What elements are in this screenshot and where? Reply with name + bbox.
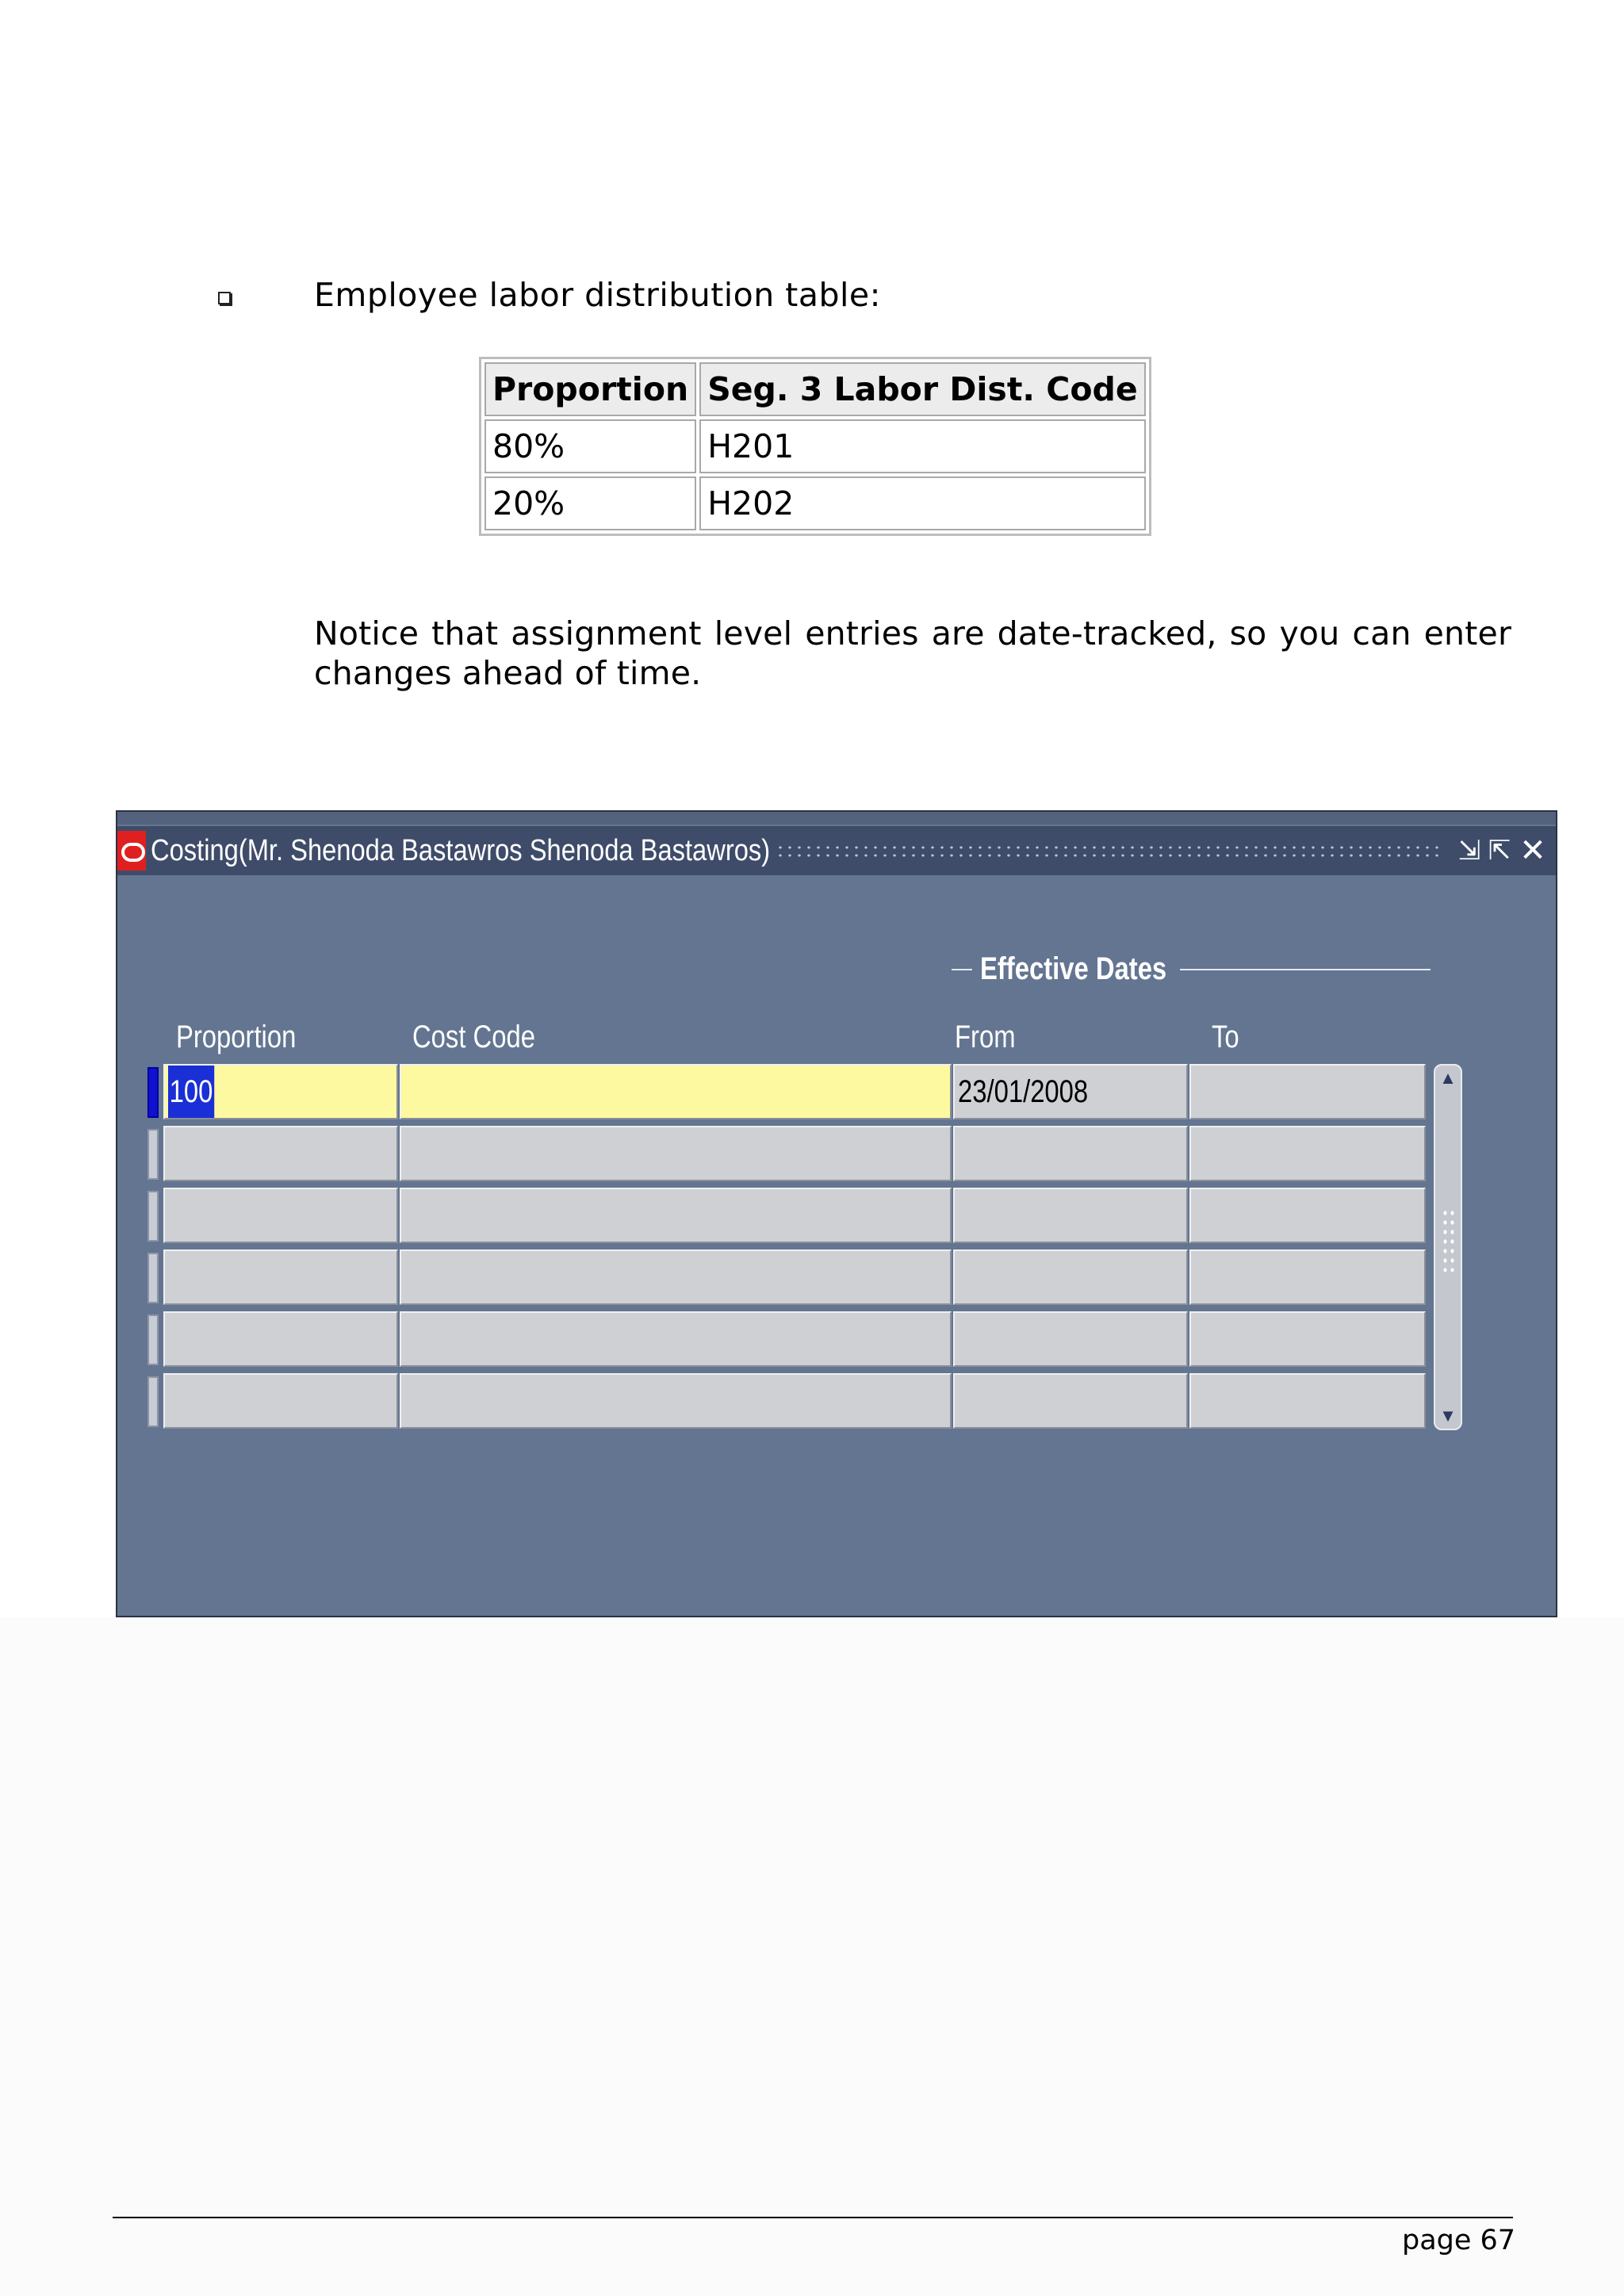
proportion-field[interactable] <box>163 1373 398 1429</box>
table-cell-proportion: 80% <box>485 419 696 473</box>
record-indicator[interactable] <box>147 1314 159 1365</box>
record-indicator[interactable] <box>147 1253 159 1303</box>
from-date-field[interactable] <box>953 1311 1188 1367</box>
from-date-field[interactable] <box>953 1373 1188 1429</box>
table-row <box>147 1126 1496 1183</box>
table-header-labor-code: Seg. 3 Labor Dist. Code <box>699 362 1146 416</box>
column-header-from: From <box>955 1020 1016 1054</box>
from-date-field[interactable] <box>953 1064 1188 1119</box>
from-date-field[interactable] <box>953 1249 1188 1305</box>
column-header-to: To <box>1212 1020 1239 1054</box>
record-indicator[interactable] <box>147 1191 159 1242</box>
cost-code-field[interactable] <box>400 1188 952 1243</box>
cost-code-field[interactable] <box>400 1311 952 1367</box>
table-row <box>147 1249 1496 1307</box>
table-row <box>485 419 1146 473</box>
scroll-up-icon[interactable]: ▲ <box>1439 1068 1457 1088</box>
record-indicator[interactable] <box>147 1129 159 1180</box>
from-date-field[interactable] <box>953 1188 1188 1243</box>
from-date-field[interactable] <box>953 1126 1188 1181</box>
cost-code-field[interactable] <box>400 1373 952 1429</box>
table-cell-labor-code: H202 <box>699 476 1146 530</box>
page-background <box>0 1617 1624 2296</box>
close-icon[interactable]: ✕ <box>1519 833 1546 868</box>
cost-code-field[interactable] <box>400 1249 952 1305</box>
window-titlebar[interactable] <box>117 826 1556 875</box>
column-header-proportion: Proportion <box>176 1020 297 1054</box>
group-divider-left <box>952 969 972 970</box>
scroll-down-icon[interactable]: ▼ <box>1439 1406 1457 1425</box>
proportion-field[interactable] <box>163 1188 398 1243</box>
proportion-field[interactable] <box>163 1311 398 1367</box>
to-date-field[interactable] <box>1189 1249 1426 1305</box>
cost-code-field[interactable] <box>400 1126 952 1181</box>
proportion-field[interactable] <box>163 1126 398 1181</box>
oracle-logo-icon <box>117 831 146 871</box>
notice-paragraph: Notice that assignment level entries are date-tracked, so you can enter changes ahead of time. <box>314 614 1511 692</box>
table-row <box>485 476 1146 530</box>
effective-dates-title: Effective Dates <box>980 951 1167 986</box>
group-divider-right <box>1180 969 1431 970</box>
record-indicator[interactable] <box>147 1376 159 1427</box>
table-header-proportion: Proportion <box>485 362 696 416</box>
footer-divider <box>113 2217 1513 2218</box>
cost-code-field[interactable] <box>400 1064 952 1119</box>
labor-distribution-table <box>479 357 1151 536</box>
table-row <box>147 1064 1496 1121</box>
proportion-field[interactable] <box>163 1064 398 1119</box>
from-date-value: 23/01/2008 <box>958 1074 1089 1109</box>
page-number: page 67 <box>1402 2225 1516 2256</box>
to-date-field[interactable] <box>1189 1064 1426 1119</box>
current-record-indicator[interactable] <box>147 1067 159 1118</box>
column-header-cost-code: Cost Code <box>412 1020 535 1054</box>
minimize-icon[interactable]: ⇲ <box>1457 836 1481 866</box>
window-background-strip <box>117 812 1556 825</box>
maximize-icon[interactable]: ⇱ <box>1488 836 1511 866</box>
table-cell-proportion: 20% <box>485 476 696 530</box>
to-date-field[interactable] <box>1189 1188 1426 1243</box>
titlebar-grip <box>776 844 1442 859</box>
window-title: Costing(Mr. Shenoda Bastawros Shenoda Bastawros) <box>151 834 771 867</box>
table-row <box>147 1188 1496 1245</box>
to-date-field[interactable] <box>1189 1373 1426 1429</box>
bullet-square-icon <box>218 292 231 304</box>
table-header-row <box>485 362 1146 416</box>
proportion-value: 100 <box>168 1066 214 1118</box>
costing-window <box>116 810 1557 1617</box>
bullet-text: Employee labor distribution table: <box>314 276 881 314</box>
table-cell-labor-code: H201 <box>699 419 1146 473</box>
table-row <box>147 1373 1496 1430</box>
table-row <box>147 1311 1496 1368</box>
to-date-field[interactable] <box>1189 1311 1426 1367</box>
vertical-scrollbar[interactable] <box>1434 1064 1462 1430</box>
scrollbar-grip[interactable] <box>1442 1208 1456 1272</box>
to-date-field[interactable] <box>1189 1126 1426 1181</box>
proportion-field[interactable] <box>163 1249 398 1305</box>
